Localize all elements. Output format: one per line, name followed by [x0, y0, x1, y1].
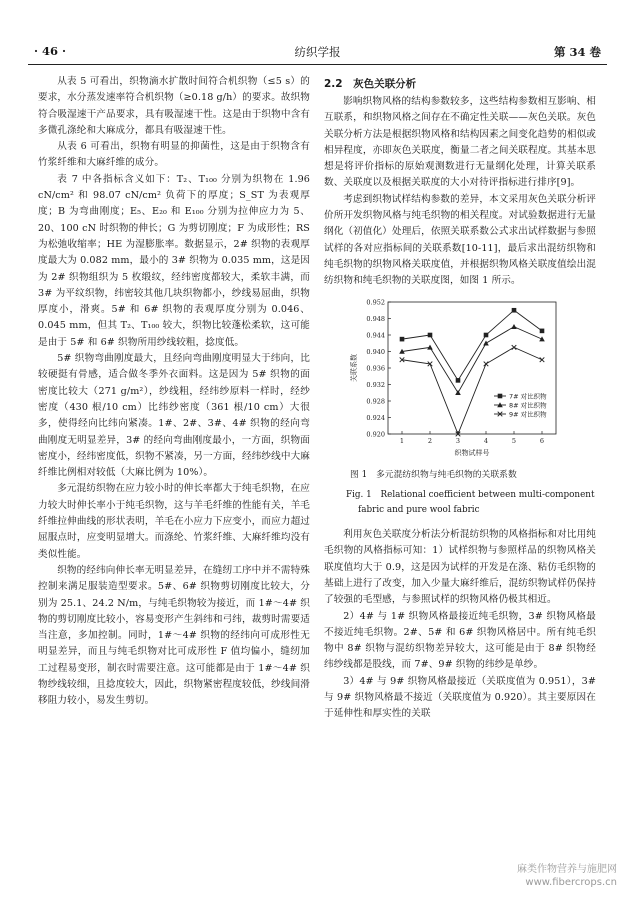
- data-point: [455, 390, 461, 395]
- relational-coefficient-chart: [344, 296, 576, 464]
- paragraph: 从表 6 可看出，织物有明显的抑菌性，这是由于织物含有竹浆纤维和大麻纤维的成分。: [38, 141, 310, 169]
- legend-label: 8# 对比织物: [509, 401, 547, 410]
- y-tick-label: 0.920: [366, 430, 385, 439]
- page-header: [28, 42, 607, 62]
- volume-label: 第 34 卷: [553, 45, 601, 59]
- journal-title: 纺织学报: [294, 45, 341, 59]
- data-point: [512, 345, 517, 350]
- paragraph: 织物的经纬向伸长率无明显差异，在缝纫工序中并不需特殊控制来满足服装造型要求。5#、6# 织物剪切刚度比较大，分别为 25.1、24.2 N/m，与纯毛织物较为接近，而 1#～4# 织物的剪切刚度比较小，容易变形产生斜纬和弓纬，裁剪时需要适当注意，多加控制。同时，1#～4# 织物的经纬向可成形性无明显差异，而且与纯毛织物对比可成形性 F 值均偏小，缝纫加工过程易变形，制衣时需要注意。这可能都是由于 1#～4# 织物纱线较细，且捻度较大，因此，织物紧密程度较低，纱线间滑移阻力较小，易发生剪切。: [38, 564, 310, 707]
- y-tick-label: 0.936: [366, 364, 385, 373]
- paragraph: 多元混纺织物在应力较小时的伸长率都大于纯毛织物，在应力较大时伸长率小于纯毛织物，这与羊毛纤维的性能有关，羊毛纤维拉伸曲线的形状表明，羊毛在小应力下应变小，而应力超过屈服点时，应变明显增大。而涤纶、竹浆纤维、大麻纤维均没有类似性能。: [38, 483, 310, 560]
- legend-label: 7# 对比织物: [509, 392, 547, 401]
- x-tick-label: 4: [483, 436, 489, 445]
- section-title: 灰色关联分析: [353, 78, 417, 90]
- x-tick-label: 2: [427, 436, 433, 445]
- data-point: [428, 332, 433, 337]
- figure-caption-en-continued: fabric and pure wool fabric: [358, 504, 480, 515]
- watermark: [517, 863, 617, 889]
- legend-marker: [498, 393, 503, 398]
- series-line: [402, 326, 542, 392]
- y-tick-label: 0.952: [366, 298, 385, 307]
- series-line: [402, 310, 542, 380]
- data-point: [539, 336, 545, 341]
- data-point: [511, 324, 517, 329]
- paragraph: 表 7 中各指标含义如下：T₂、T₁₀₀ 分别为织物在 1.96 cN/cm² 和 98.07 cN/cm² 负荷下的厚度；S_ST 为表观厚度；B 为弯曲刚度；E₅、E₂₀ 和 E₁₀₀ 分别为拉伸应力为 5、20、100 cN 时织物的伸长；G 为剪切刚度；F 为成形性；RS 为松弛收缩率；HE 为湿膨胀率。数据显示，2# 织物的表观厚度最大为 0.082 mm，最小的 3# 织物为 0.035 mm，这是因为 2# 织物组织为 5 枚缎纹，经纬密度都较大，柔软丰满，而 3# 为平纹织物，纬密较其他几块织物都小，纱线易屈曲，织物厚度小，滑爽。5# 和 6# 织物的表观厚度分别为 0.046、0.045 mm，但其 T₂、T₁₀₀ 较大，织物比较蓬松柔软，这可能是由于 5# 和 6# 织物所用纱线较粗，捻度低。: [38, 173, 310, 348]
- paragraph: 影响织物风格的结构参数较多，这些结构参数相互影响、相互联系，和织物风格之间存在不确定性关联——灰色关联。灰色关联分析方法是根据织物风格和结构因素之间变化趋势的相似或相异程度，亦即灰色关联度，衡量二者之间关联程度。其基本思想是将评价指标的原始观测数进行无量纲化处理，计算关联系数、关联度以及根据关联度的大小对待评指标进行排序[9]。: [324, 96, 596, 189]
- paragraph: 从表 5 可看出，织物滴水扩散时间符合机织物（≤5 s）的要求，水分蒸发速率符合机织物（≥0.18 g/h）的要求。故织物符合吸湿速干产品要求，具有吸湿速干性。这是由于织物中含有多微孔涤纶和大麻成分，都具有吸湿速干性。: [38, 76, 310, 136]
- left-column: [38, 74, 310, 710]
- data-point: [484, 361, 489, 366]
- paragraph: 考虑到织物试样结构参数的差异，本文采用灰色关联分析评价所开发织物风格与纯毛织物的相关程度。对试验数据进行无量纲化（初值化）处理后，依照关联系数公式求出试样数据与参照试样的各对应指标间的关联系数[10-11]，最后求出混纺织物和纯毛织物的织物风格关联度值，并根据织物风格关联度值绘出混纺织物和纯毛织物的关联度图，如图 1 所示。: [324, 193, 596, 287]
- y-tick-label: 0.932: [366, 380, 385, 389]
- y-axis-label: 关联系数: [350, 353, 358, 382]
- figure-caption-cn: 图 1 多元混纺织物与纯毛织物的关联系数: [350, 469, 517, 480]
- paragraph: 利用灰色关联度分析法分析混纺织物的风格指标和对比用纯毛织物的风格指标可知：1）试样织物与参照样品的织物风格关联度值均大于 0.9，这是因为试样的开发是在涤、粘仿毛织物的基础上进行了改变，加入少量大麻纤维后，混纺织物试样仍保持了较强的毛型感，与参照试样的织物风格仍极其相近。: [324, 529, 596, 606]
- x-tick-label: 5: [511, 436, 517, 445]
- data-point: [540, 357, 545, 362]
- data-point: [427, 344, 433, 349]
- data-point: [512, 308, 517, 313]
- y-tick-label: 0.940: [366, 347, 385, 356]
- data-point: [540, 328, 545, 333]
- watermark-site-name: 麻类作物营养与施肥网: [517, 864, 617, 875]
- data-point: [400, 336, 405, 341]
- y-tick-label: 0.928: [366, 397, 385, 406]
- paragraph: 2）4# 与 1# 织物风格最接近纯毛织物，3# 织物风格最不接近纯毛织物。2#、5# 和 6# 织物风格居中。所有纯毛织物中 8# 织物与混纺织物差异较大，这可能是由于 8# 织物经纬纱线都是股线，而 7#、9# 织物的纬纱是单纱。: [324, 610, 596, 671]
- x-tick-label: 1: [399, 436, 405, 445]
- figure-1: [324, 296, 596, 464]
- right-column: [324, 74, 596, 723]
- y-tick-label: 0.944: [366, 331, 385, 340]
- section-heading: [324, 76, 596, 92]
- y-tick-label: 0.948: [366, 314, 385, 323]
- data-point: [483, 340, 489, 345]
- watermark-url: www.fibercrops.cn: [525, 877, 617, 888]
- page-number: · 46 ·: [34, 44, 67, 58]
- figure-caption-en: Fig. 1 Relational coefficient between multi-component: [346, 490, 595, 501]
- paragraph: 5# 织物弯曲刚度最大，且经向弯曲刚度明显大于纬向，比较硬挺有骨感，适合做冬季外衣面料。这是因为 5# 织物的面密度比较大（271 g/m²），纱线粗，经纬纱原料一样时，经纱密度（430 根/10 cm）比纬纱密度（361 根/10 cm）大很多，使得经向比纬向紧凑。1#、2#、3#、4# 织物的经向弯曲刚度无明显差异，3# 的经向弯曲刚度最小，一方面，织物面密度小，经纬密度低，织物不紧凑，另一方面，经纬纱线中大麻纤维比例相对较低（大麻比例为 10%）。: [38, 353, 310, 479]
- paragraph: 3）4# 与 9# 织物风格最接近（关联度值为 0.951），3# 与 9# 织物风格最不接近（关联度值为 0.920）。其主要原因在于延伸性和厚实性的关联: [324, 675, 596, 720]
- header-rule: [28, 64, 607, 65]
- x-tick-label: 6: [539, 436, 545, 445]
- legend-label: 9# 对比织物: [509, 410, 547, 419]
- series-line: [402, 347, 542, 434]
- x-axis-label: 织物试样号: [454, 448, 490, 457]
- y-tick-label: 0.924: [366, 413, 385, 422]
- section-number: 2.2: [324, 78, 343, 90]
- data-point: [456, 378, 461, 383]
- x-tick-label: 3: [455, 436, 461, 445]
- data-point: [484, 332, 489, 337]
